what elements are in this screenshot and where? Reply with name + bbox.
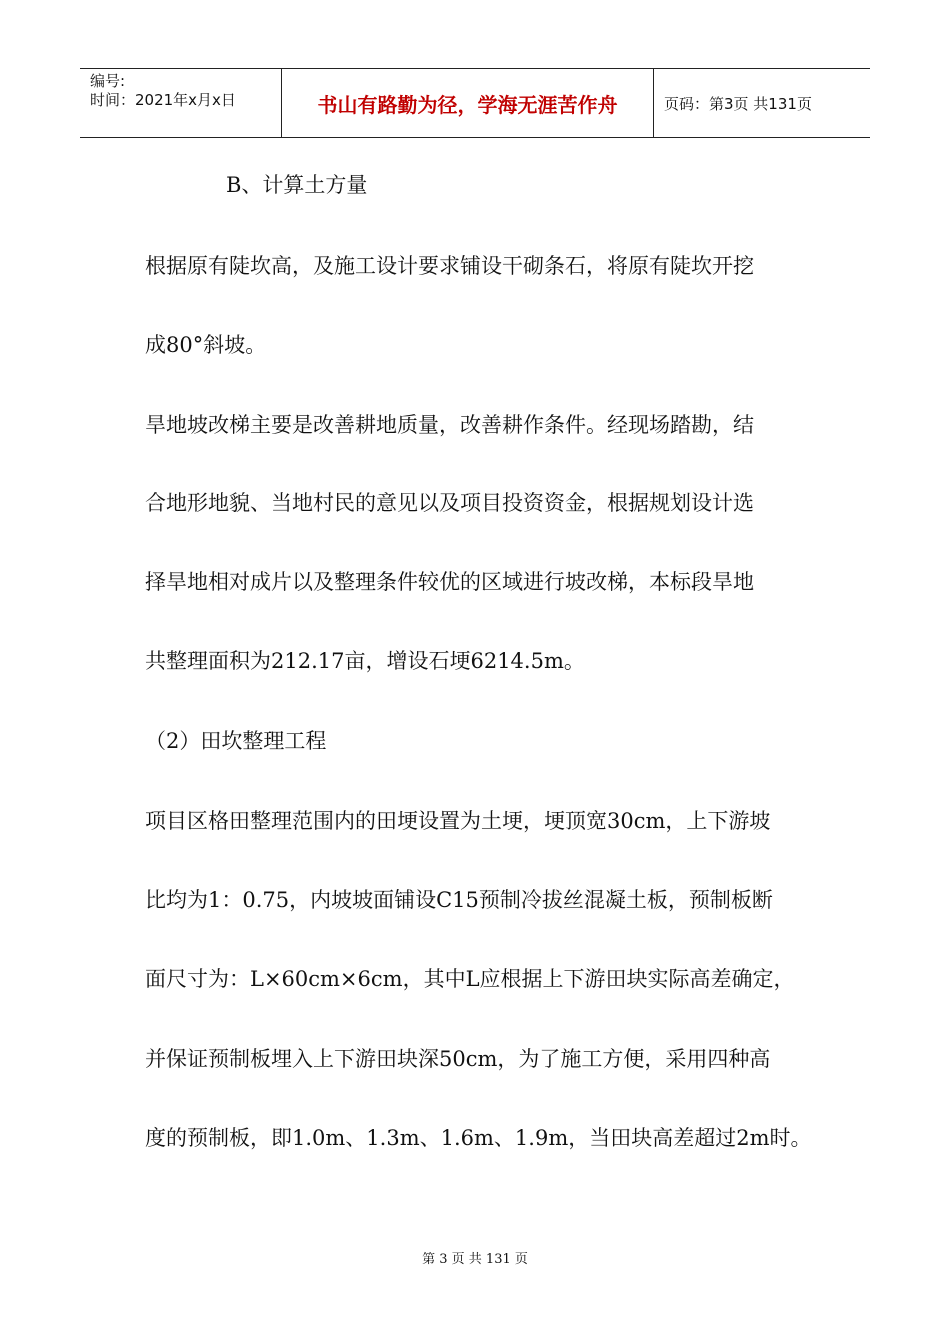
subsection-heading: （2）田坎整理工程 (145, 729, 327, 753)
paragraph-line: 成80°斜坡。 (145, 333, 267, 357)
paragraph-line: 比均为1：0.75，内坡坡面铺设C15预制冷拔丝混凝土板，预制板断 (145, 888, 773, 912)
paragraph-line: 共整理面积为212.17亩，增设石埂6214.5m。 (145, 649, 585, 673)
document-number-label: 编号: (90, 72, 126, 90)
paragraph-line: 择旱地相对成片以及整理条件较优的区域进行坡改梯，本标段旱地 (145, 570, 754, 594)
paragraph-line: 度的预制板，即1.0m、1.3m、1.6m、1.9m，当田块高差超过2m时。 (145, 1126, 812, 1150)
paragraph-line: 并保证预制板埋入上下游田块深50cm，为了施工方便，采用四种高 (145, 1047, 771, 1071)
paragraph-line: 合地形地貌、当地村民的意见以及项目投资资金，根据规划设计选 (145, 491, 754, 515)
paragraph-line: 面尺寸为：L×60cm×6cm，其中L应根据上下游田块实际高差确定， (145, 967, 795, 991)
page-header (80, 68, 870, 138)
page-footer: 第 3 页 共 131 页 (422, 1252, 528, 1267)
header-meta (80, 69, 282, 137)
section-heading: B、计算土方量 (226, 173, 368, 197)
paragraph-line: 旱地坡改梯主要是改善耕地质量，改善耕作条件。经现场踏勘，结 (145, 413, 754, 437)
document-time-label: 时间：2021年x月x日 (90, 91, 236, 109)
paragraph-line: 项目区格田整理范围内的田埂设置为土埂，埂顶宽30cm，上下游坡 (145, 809, 771, 833)
header-page-info: 页码：第3页 共131页 (664, 94, 812, 113)
header-motto: 书山有路勤为径，学海无涯苦作舟 (282, 69, 654, 137)
paragraph-line: 根据原有陡坎高，及施工设计要求铺设干砌条石，将原有陡坎开挖 (145, 254, 754, 278)
